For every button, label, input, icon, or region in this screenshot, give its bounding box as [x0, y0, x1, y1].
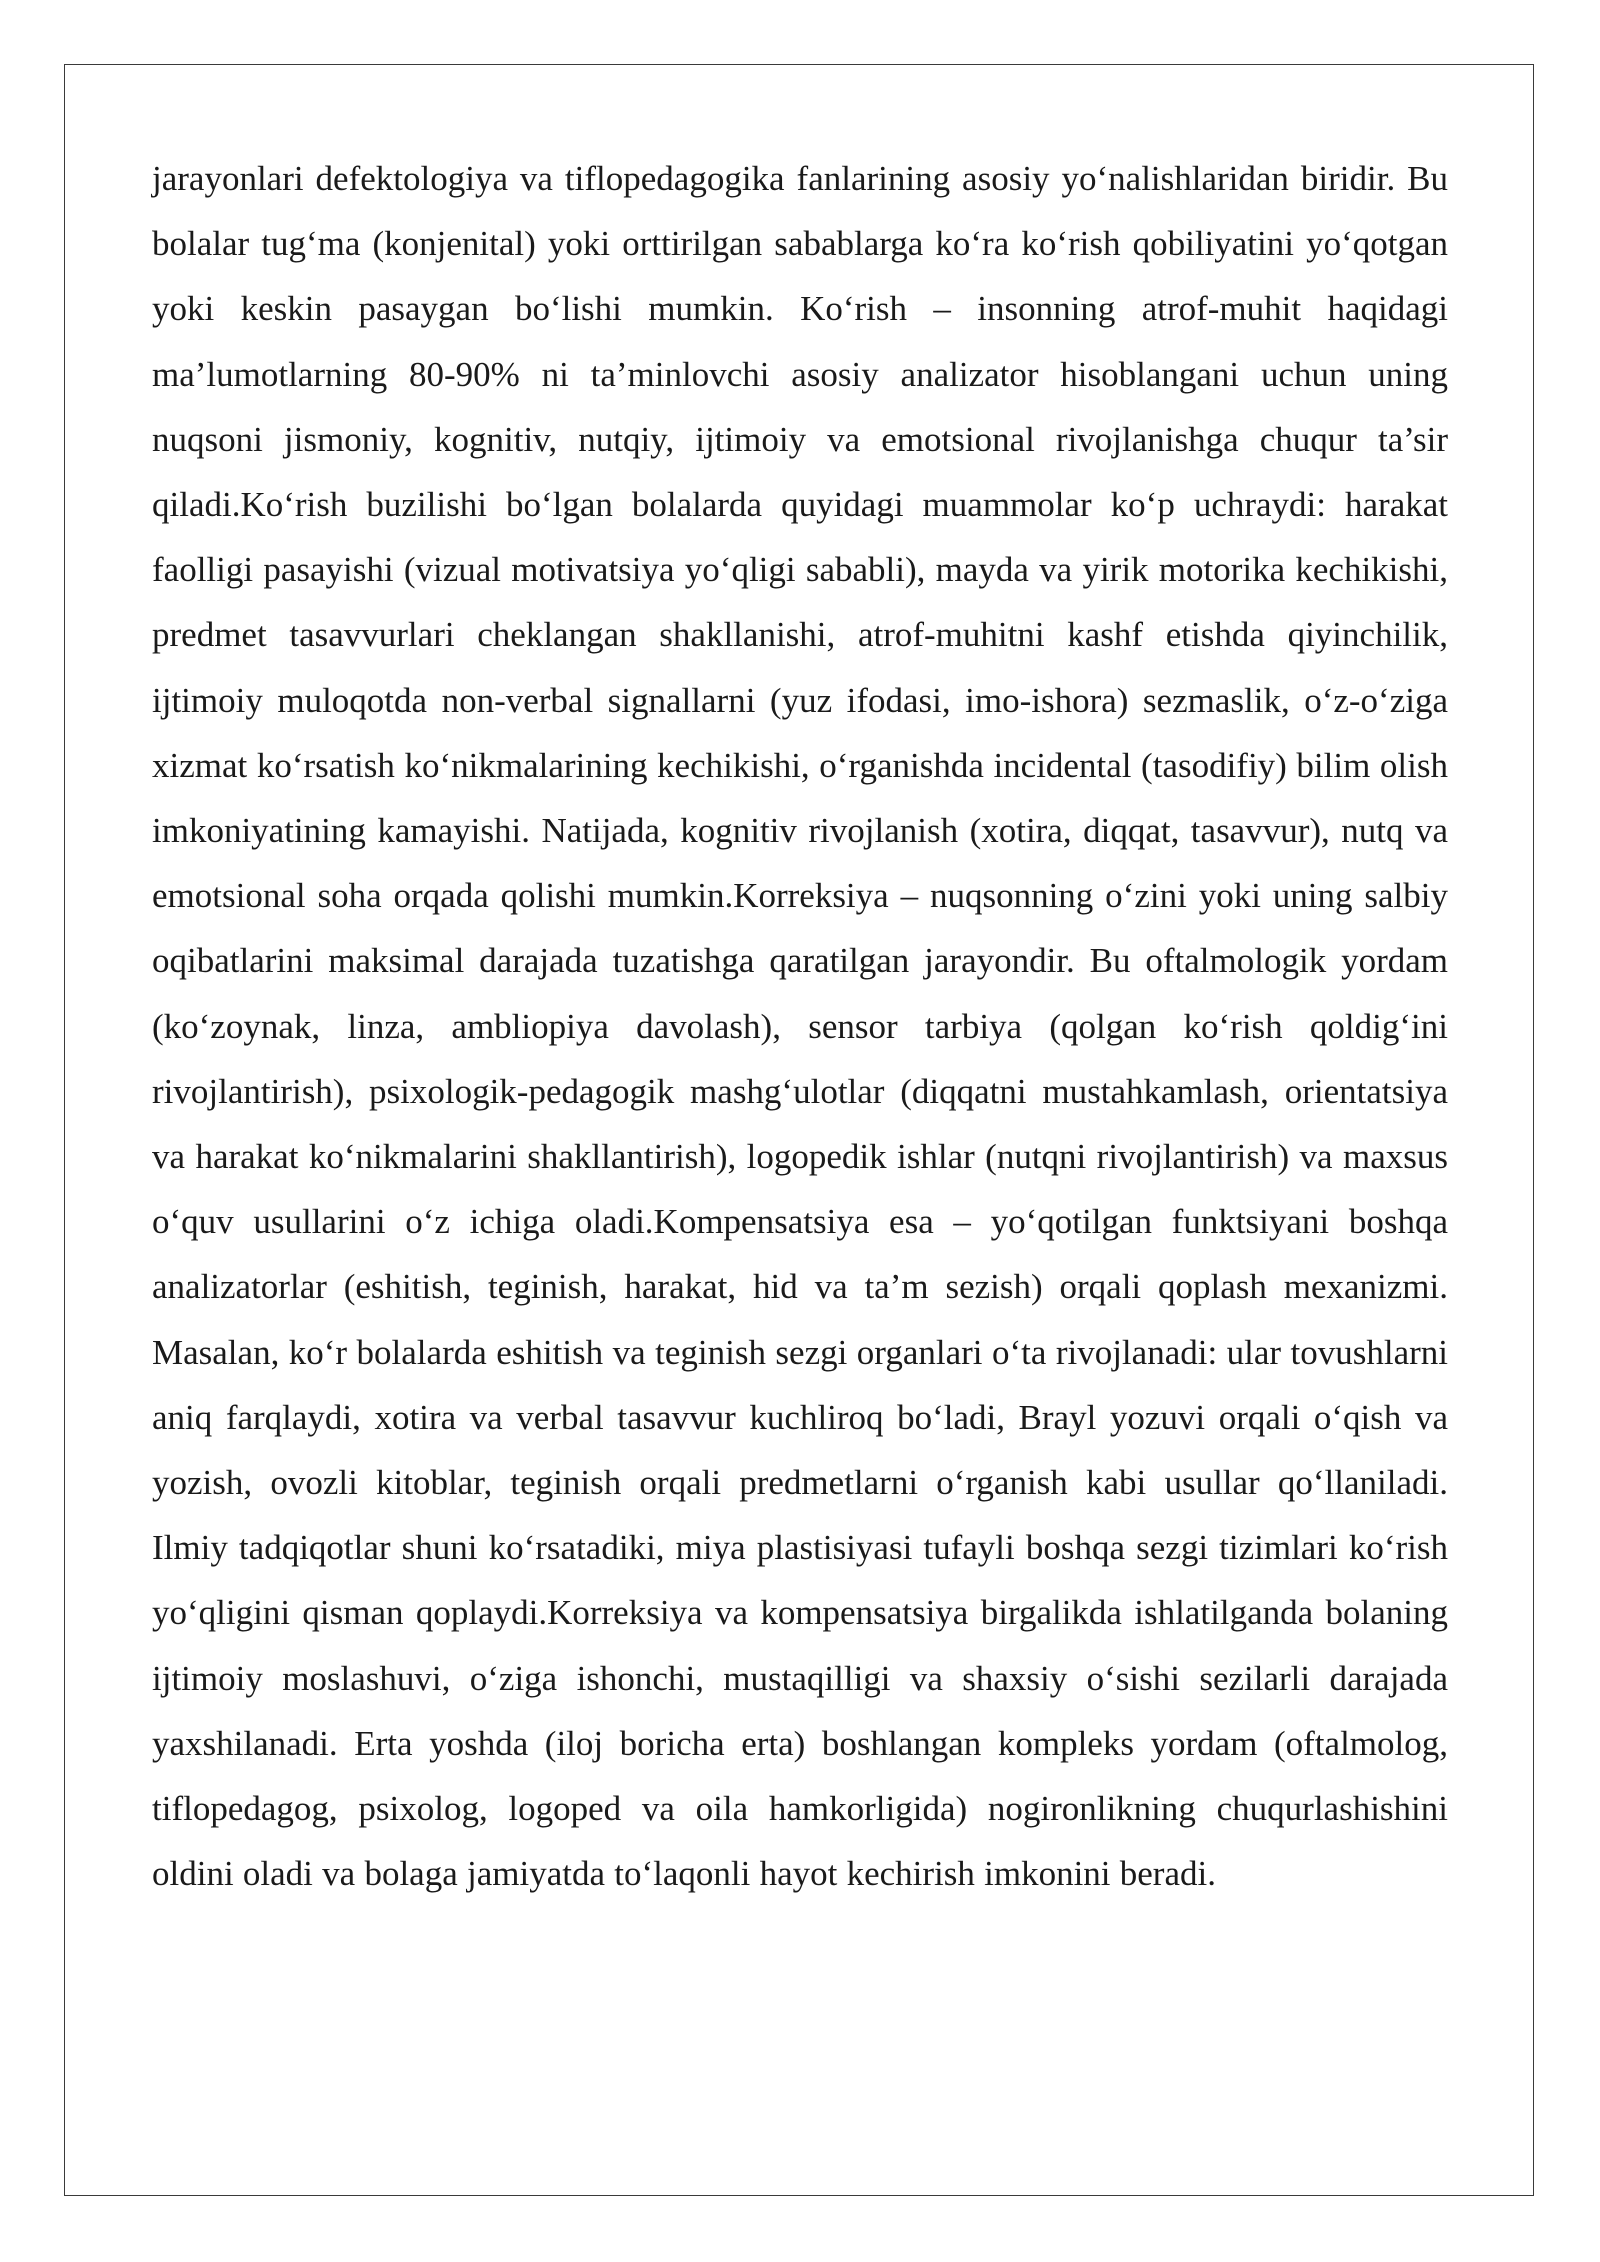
- body-paragraph: jarayonlari defektologiya va tiflopedagogika fanlarining asosiy yo‘nalishlaridan biridir. Bu bolalar tug‘ma (konjenital) yoki orttirilgan sabablarga ko‘ra ko‘rish qobiliyatini yo‘qotgan yoki keskin pasaygan bo‘lishi mumkin. Ko‘rish – insonning atrof-muhit haqidagi ma’lumotlarning 80-90% ni ta’minlovchi asosiy analizator hisoblangani uchun uning nuqsoni jismoniy, kognitiv, nutqiy, ijtimoiy va emotsional rivojlanishga chuqur ta’sir qiladi.Ko‘rish buzilishi bo‘lgan bolalarda quyidagi muammolar ko‘p uchraydi: harakat faolligi pasayishi (vizual motivatsiya yo‘qligi sababli), mayda va yirik motorika kechikishi, predmet tasavvurlari cheklangan shakllanishi, atrof-muhitni kashf etishda qiyinchilik, ijtimoiy muloqotda non-verbal signallarni (yuz ifodasi, imo-ishora) sezmaslik, o‘z-o‘ziga xizmat ko‘rsatish ko‘nikmalarining kechikishi, o‘rganishda incidental (tasodifiy) bilim olish imkoniyatining kamayishi. Natijada, kognitiv rivojlanish (xotira, diqqat, tasavvur), nutq va emotsional soha orqada qolishi mumkin.Korreksiya – nuqsonning o‘zini yoki uning salbiy oqibatlarini maksimal darajada tuzatishga qaratilgan jarayondir. Bu oftalmologik yordam (ko‘zoynak, linza, ambliopiya davolash), sensor tarbiya (qolgan ko‘rish qoldig‘ini rivojlantirish), psixologik-pedagogik mashg‘ulotlar (diqqatni mustahkamlash, orientatsiya va harakat ko‘nikmalarini shakllantirish), logopedik ishlar (nutqni rivojlantirish) va maxsus o‘quv usullarini o‘z ichiga oladi.Kompensatsiya esa – yo‘qotilgan funktsiyani boshqa analizatorlar (eshitish, teginish, harakat, hid va ta’m sezish) orqali qoplash mexanizmi. Masalan, ko‘r bolalarda eshitish va teginish sezgi organlari o‘ta rivojlanadi: ular tovushlarni aniq farqlaydi, xotira va verbal tasavvur kuchliroq bo‘ladi, Brayl yozuvi orqali o‘qish va yozish, ovozli kitoblar, teginish orqali predmetlarni o‘rganish kabi usullar qo‘llaniladi. Ilmiy tadqiqotlar shuni ko‘rsatadiki, miya plastisiyasi tufayli boshqa sezgi tizimlari ko‘rish yo‘qligini qisman qoplaydi.Korreksiya va kompensatsiya birgalikda ishlatilganda bolaning ijtimoiy moslashuvi, o‘ziga ishonchi, mustaqilligi va shaxsiy o‘sishi sezilarli darajada yaxshilanadi. Erta yoshda (iloj boricha erta) boshlangan kompleks yordam (oftalmolog, tiflopedagog, psixolog, logoped va oila hamkorligida) nogironlikning chuqurlashishini oldini oladi va bolaga jamiyatda to‘laqonli hayot kechirish imkonini beradi.: [152, 159, 1448, 1894]
